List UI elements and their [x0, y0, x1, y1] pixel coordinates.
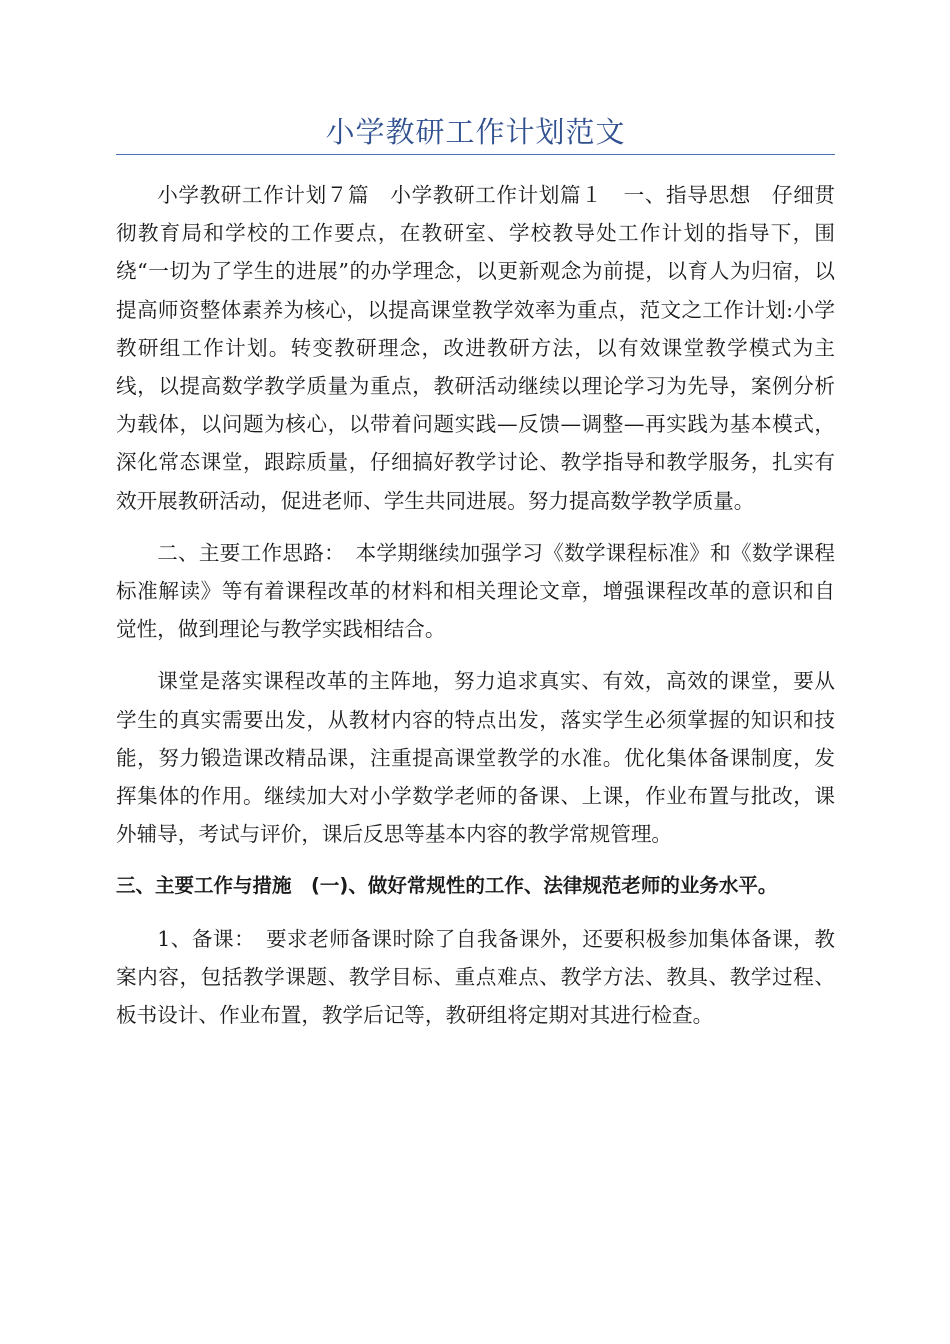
paragraph-guiding-ideology: 小学教研工作计划７篇 小学教研工作计划篇１ 一、指导思想 仔细贯彻教育局和学校的工作要点，在教研室、学校教导处工作计划的指导下，围绕“一切为了学生的进展”的办学理念，以更新观念为前提，以育人为归宿，以提高师资整体素养为核心，以提高课堂教学效率为重点，范文之工作计划:小学教研组工作计划。转变教研理念，改进教研方法，以有效课堂教学模式为主线，以提高数学教学质量为重点，教研活动继续以理论学习为先导，案例分析为载体，以问题为核心，以带着问题实践—反馈—调整—再实践为基本模式，深化常态课堂，跟踪质量，仔细搞好教学讨论、教学指导和教学服务，扎实有效开展教研活动，促进老师、学生共同进展。努力提高数学教学质量。 — [116, 183, 835, 513]
paragraph-classroom: 课堂是落实课程改革的主阵地，努力追求真实、有效，高效的课堂，要从学生的真实需要出发，从教材内容的特点出发，落实学生必须掌握的知识和技能，努力锻造课改精品课，注重提高课堂教学的水准。优化集体备课制度，发挥集体的作用。继续加大对小学数学老师的备课、上课，作业布置与批改，课外辅导，考试与评价，课后反思等基本内容的教学常规管理。 — [116, 669, 835, 847]
document-body — [116, 176, 835, 1034]
title-underline — [116, 154, 835, 155]
section-heading-measures: 三、主要工作与措施 (一)、做好常规性的工作、法律规范老师的业务水平。 — [116, 874, 778, 898]
paragraph-work-ideas: 二、主要工作思路： 本学期继续加强学习《数学课程标准》和《数学课程标准解读》等有着课程改革的材料和相关理论文章，增强课程改革的意识和自觉性，做到理论与教学实践相结合。 — [116, 540, 835, 642]
document-title: 小学教研工作计划范文 — [325, 115, 626, 149]
paragraph-lesson-prep: 1、备课： 要求老师备课时除了自我备课外，还要积极参加集体备课，教案内容，包括教学课题、教学目标、重点难点、教学方法、教具、教学过程、板书设计、作业布置，教学后记等，教研组将定期对其进行检查。 — [116, 926, 835, 1028]
